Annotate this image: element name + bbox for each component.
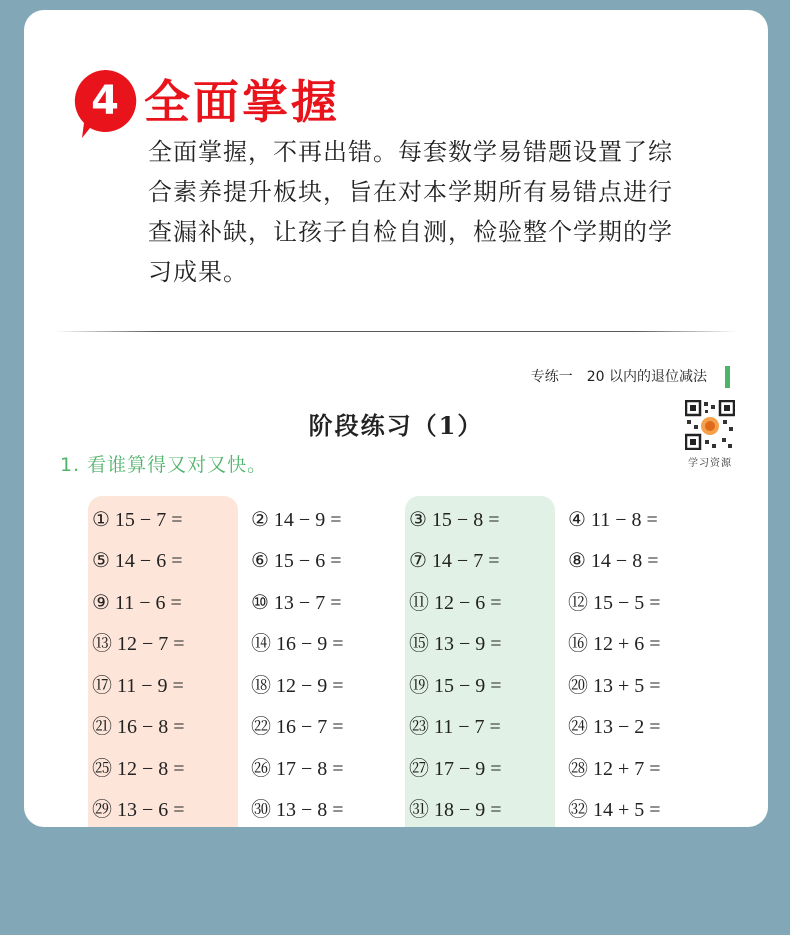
math-problem: ㉚ 13 − 8 = bbox=[251, 799, 344, 821]
topic-title: 20 以内的退位减法 bbox=[586, 369, 707, 385]
math-problem: ③ 15 − 8 = bbox=[409, 509, 500, 531]
intro-line: 合素养提升板块，旨在对本学期所有易错点进行 bbox=[148, 178, 673, 206]
math-problem: ⑫ 15 − 5 = bbox=[568, 592, 661, 614]
content-card bbox=[24, 10, 768, 827]
math-problem: ⑳ 13 + 5 = bbox=[568, 675, 661, 697]
number-badge bbox=[72, 68, 138, 134]
math-problem: ⑬ 12 − 7 = bbox=[92, 633, 185, 655]
qr-caption: 学习资源 bbox=[688, 458, 732, 469]
math-problem: ① 15 − 7 = bbox=[92, 509, 183, 531]
math-problem: ⑦ 14 − 7 = bbox=[409, 550, 500, 572]
math-problem: ⑪ 12 − 6 = bbox=[409, 592, 502, 614]
math-problem: ⑤ 14 − 6 = bbox=[92, 550, 183, 572]
exercise-instruction: 1. 看谁算得又对又快。 bbox=[60, 454, 268, 476]
intro-line: 习成果。 bbox=[148, 258, 248, 286]
math-problem: ㉜ 14 + 5 = bbox=[568, 799, 661, 821]
badge-number: 4 bbox=[91, 78, 119, 124]
intro-paragraph bbox=[148, 132, 708, 292]
intro-line: 查漏补缺，让孩子自检自测，检验整个学期的学 bbox=[148, 218, 673, 246]
math-problem: ⑲ 15 − 9 = bbox=[409, 675, 502, 697]
math-problem: ⑥ 15 − 6 = bbox=[251, 550, 342, 572]
math-problem: ㉕ 12 − 8 = bbox=[92, 758, 185, 780]
qr-code-icon[interactable] bbox=[685, 400, 735, 450]
intro-line: 全面掌握，不再出错。每套数学易错题设置了综 bbox=[148, 138, 673, 166]
math-problem: ㉒ 16 − 7 = bbox=[251, 716, 344, 738]
math-problem: ⑧ 14 − 8 = bbox=[568, 550, 659, 572]
math-problem: ㉛ 18 − 9 = bbox=[409, 799, 502, 821]
math-problem: ㉖ 17 − 8 = bbox=[251, 758, 344, 780]
topic-header bbox=[531, 366, 730, 388]
math-problem: ⑰ 11 − 9 = bbox=[92, 675, 184, 697]
math-problem: ㉗ 17 − 9 = bbox=[409, 758, 502, 780]
section-divider bbox=[54, 331, 738, 332]
math-problem: ㉑ 16 − 8 = bbox=[92, 716, 185, 738]
math-problem: ⑮ 13 − 9 = bbox=[409, 633, 502, 655]
math-problem: ⑯ 12 + 6 = bbox=[568, 633, 661, 655]
math-problem: ㉔ 13 − 2 = bbox=[568, 716, 661, 738]
math-problem: ⑨ 11 − 6 = bbox=[92, 592, 182, 614]
speech-bubble-icon bbox=[72, 68, 138, 140]
math-problem: ㉙ 13 − 6 = bbox=[92, 799, 185, 821]
math-problem: ② 14 − 9 = bbox=[251, 509, 342, 531]
section-title: 阶段练习（1） bbox=[308, 411, 484, 440]
math-problem: ⑭ 16 − 9 = bbox=[251, 633, 344, 655]
math-problem: ⑩ 13 − 7 = bbox=[251, 592, 342, 614]
math-problem: ㉓ 11 − 7 = bbox=[409, 716, 501, 738]
topic-marker bbox=[725, 366, 730, 388]
math-problem: ⑱ 12 − 9 = bbox=[251, 675, 344, 697]
topic-series: 专练一 bbox=[530, 369, 573, 385]
math-problem: ④ 11 − 8 = bbox=[568, 509, 658, 531]
math-problem: ㉘ 12 + 7 = bbox=[568, 758, 661, 780]
page-heading: 全面掌握 bbox=[144, 75, 340, 129]
